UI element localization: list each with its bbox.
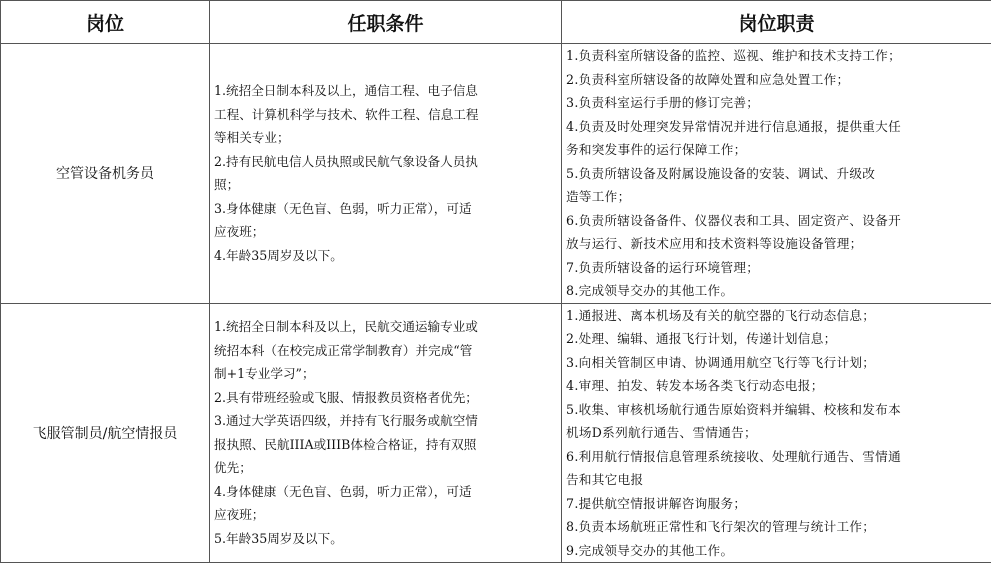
cell-text-line: 8.完成领导交办的其他工作。 <box>566 279 988 303</box>
cell-text-line: 1.统招全日制本科及以上，民航交通运输专业或 <box>214 315 558 339</box>
cell-text-line: 告和其它电报 <box>566 468 988 492</box>
cell-text-line: 2.负责科室所辖设备的故障处置和应急处置工作； <box>566 68 988 92</box>
requirements-cell <box>210 44 562 304</box>
cell-text-line: 3.通过大学英语四级，并持有飞行服务或航空情 <box>214 409 558 433</box>
cell-text-line: 放与运行、新技术应用和技术资料等设施设备管理； <box>566 232 988 256</box>
cell-text-line: 7.提供航空情报讲解咨询服务； <box>566 492 988 516</box>
cell-text-line: 照； <box>214 173 558 197</box>
cell-text-line: 4.年龄35周岁及以下。 <box>214 244 558 268</box>
header-position: 岗位 <box>1 1 210 44</box>
header-duties: 岗位职责 <box>562 1 991 44</box>
cell-text-line: 工程、计算机科学与技术、软件工程、信息工程 <box>214 103 558 127</box>
cell-text-line: 4.身体健康（无色盲、色弱，听力正常），可适 <box>214 480 558 504</box>
cell-text-line: 5.年龄35周岁及以下。 <box>214 527 558 551</box>
cell-text-line: 2.处理、编辑、通报飞行计划，传递计划信息； <box>566 327 988 351</box>
cell-text-line: 制+1专业学习”； <box>214 362 558 386</box>
cell-text-line: 6.利用航行情报信息管理系统接收、处理航行通告、雪情通 <box>566 445 988 469</box>
cell-text-line: 2.持有民航电信人员执照或民航气象设备人员执 <box>214 150 558 174</box>
cell-text-line: 报执照、民航IIIA或IIIB体检合格证，持有双照 <box>214 433 558 457</box>
cell-text-line: 3.向相关管制区申请、协调通用航空飞行等飞行计划； <box>566 351 988 375</box>
cell-text-line: 统招本科（在校完成正常学制教育）并完成“管 <box>214 339 558 363</box>
cell-text-line: 8.负责本场航班正常性和飞行架次的管理与统计工作； <box>566 515 988 539</box>
table-row <box>1 44 991 304</box>
cell-text-line: 5.负责所辖设备及附属设施设备的安装、调试、升级改 <box>566 162 988 186</box>
cell-text-line: 应夜班； <box>214 503 558 527</box>
cell-text-line: 5.收集、审核机场航行通告原始资料并编辑、校核和发布本 <box>566 398 988 422</box>
header-requirements: 任职条件 <box>210 1 562 44</box>
cell-text-line: 优先； <box>214 456 558 480</box>
cell-text-line: 等相关专业； <box>214 126 558 150</box>
position-cell: 飞服管制员/航空情报员 <box>1 303 210 563</box>
cell-text-line: 2.具有带班经验或飞服、情报教员资格者优先； <box>214 386 558 410</box>
requirements-cell <box>210 303 562 563</box>
cell-text-line: 造等工作； <box>566 185 988 209</box>
cell-text-line: 9.完成领导交办的其他工作。 <box>566 539 988 563</box>
cell-text-line: 3.负责科室运行手册的修订完善； <box>566 91 988 115</box>
cell-text-line: 务和突发事件的运行保障工作； <box>566 138 988 162</box>
cell-text-line: 7.负责所辖设备的运行环境管理； <box>566 256 988 280</box>
duties-cell <box>562 44 991 304</box>
cell-text-line: 1.通报进、离本机场及有关的航空器的飞行动态信息； <box>566 304 988 328</box>
cell-text-line: 机场D系列航行通告、雪情通告； <box>566 421 988 445</box>
cell-text-line: 4.负责及时处理突发异常情况并进行信息通报，提供重大任 <box>566 115 988 139</box>
cell-text-line: 3.身体健康（无色盲、色弱，听力正常），可适 <box>214 197 558 221</box>
header-row <box>1 1 991 44</box>
table-row <box>1 303 991 563</box>
position-cell: 空管设备机务员 <box>1 44 210 304</box>
cell-text-line: 1.统招全日制本科及以上，通信工程、电子信息 <box>214 79 558 103</box>
cell-text-line: 应夜班； <box>214 220 558 244</box>
duties-cell <box>562 303 991 563</box>
cell-text-line: 6.负责所辖设备备件、仪器仪表和工具、固定资产、设备开 <box>566 209 988 233</box>
cell-text-line: 1.负责科室所辖设备的监控、巡视、维护和技术支持工作； <box>566 44 988 68</box>
cell-text-line: 4.审理、拍发、转发本场各类飞行动态电报； <box>566 374 988 398</box>
